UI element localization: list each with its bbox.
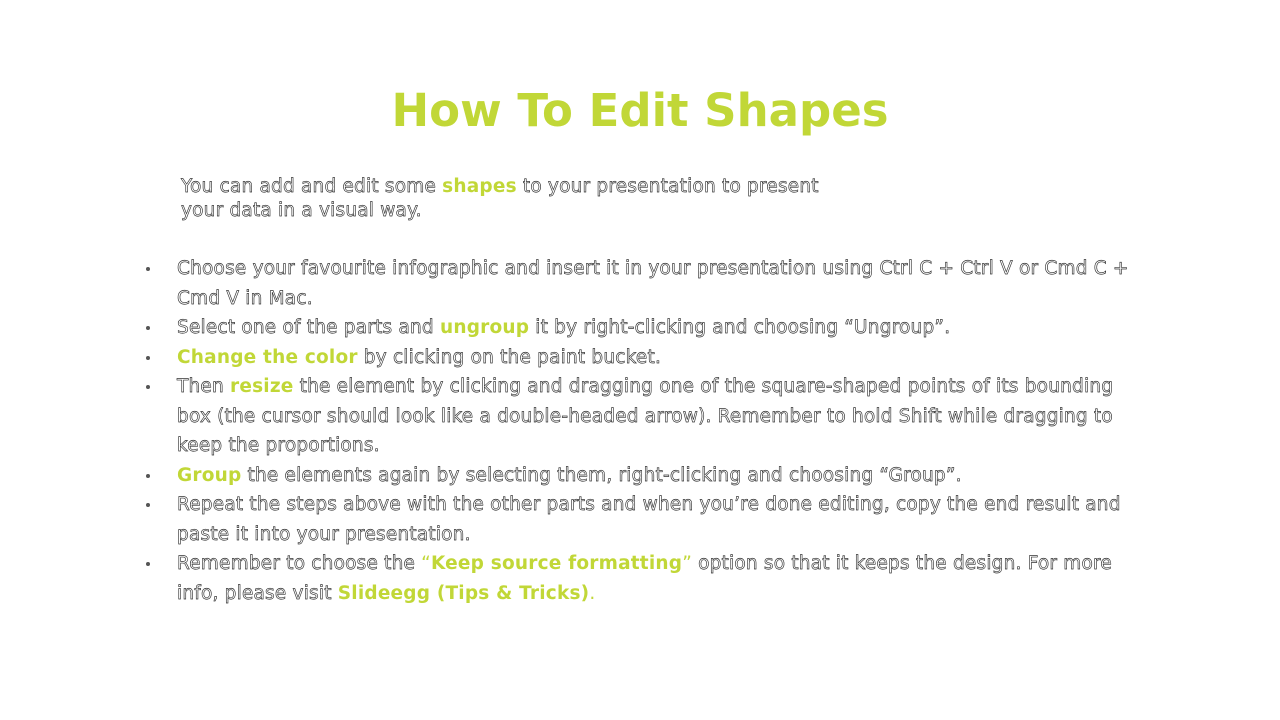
intro-accent-shapes: shapes	[442, 176, 517, 197]
list-item	[140, 490, 1150, 549]
bullet-text-after: the elements again by selecting them, right-clicking and choosing “Group”.	[241, 464, 962, 486]
intro-text-before: You can add and edit some	[181, 176, 443, 197]
slideegg-tips-link[interactable]: Slideegg (Tips & Tricks)	[337, 582, 590, 604]
list-item	[140, 343, 1150, 373]
instructions-list	[140, 254, 1150, 608]
bullet-text-before: Select one of the parts and	[177, 317, 440, 338]
bullet-text: Repeat the steps above with the other parts and when you’re done editing, copy the end result and paste it into your presentation.	[177, 494, 1121, 545]
bullet-icon	[146, 503, 150, 507]
accent-keep-source-formatting: Keep source formatting	[430, 553, 683, 574]
slide-title: How To Edit Shapes	[391, 84, 889, 137]
list-item	[140, 461, 1150, 491]
link-period: .	[589, 582, 596, 604]
list-item	[140, 372, 1150, 461]
bullet-icon	[146, 267, 150, 271]
quote-open: “	[421, 553, 431, 574]
accent-ungroup: ungroup	[439, 317, 530, 338]
bullet-text-after: the element by clicking and dragging one of the square-shaped points of its bounding box (the cursor should look like a double-headed arrow). Remember to hold Shift while dragging to keep the proportions.	[177, 376, 1114, 456]
list-item	[140, 254, 1150, 313]
bullet-icon	[146, 474, 150, 478]
bullet-text-before: Then	[177, 376, 231, 397]
bullet-icon	[146, 356, 150, 360]
intro-paragraph	[181, 175, 841, 223]
bullet-text-after: it by right-clicking and choosing “Ungroup”.	[529, 317, 951, 338]
list-item	[140, 313, 1150, 343]
list-item	[140, 549, 1150, 608]
bullet-text-before: Remember to choose the	[177, 553, 422, 574]
accent-resize: resize	[230, 376, 294, 397]
quote-close: ”	[682, 553, 693, 574]
accent-change-the-color: Change the color	[177, 346, 358, 368]
bullet-icon	[146, 385, 150, 389]
accent-group: Group	[177, 464, 242, 486]
bullet-text: Choose your favourite infographic and insert it in your presentation using Ctrl C + Ctrl V or Cmd C + Cmd V in Mac.	[177, 258, 1129, 309]
intro-text-after: to your presentation to present your data in a visual way.	[181, 176, 819, 221]
bullet-icon	[146, 562, 150, 566]
bullet-text-after: by clicking on the paint bucket.	[357, 346, 662, 368]
bullet-icon	[146, 326, 150, 330]
bullet-text-after: option so that it keeps the design. For more info, please visit	[177, 553, 1112, 604]
